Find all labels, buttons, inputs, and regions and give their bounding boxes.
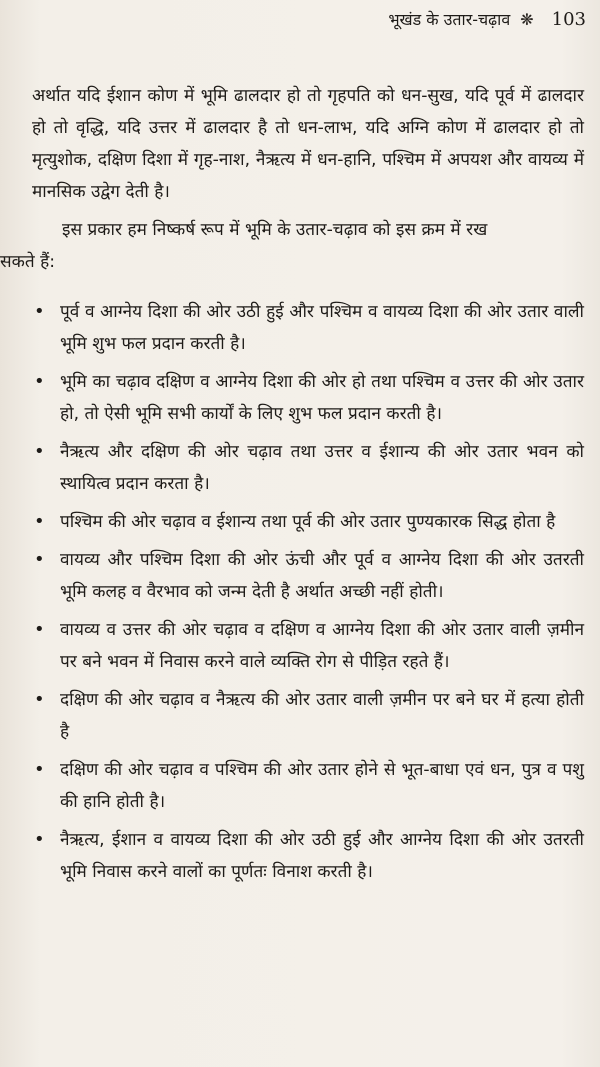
list-item: • भूमि का चढ़ाव दक्षिण व आग्नेय दिशा की ओर हो तथा पश्चिम व उत्तर की ओर उतार हो, तो ऐसी भूमि सभी कार्यों के लिए शुभ फल प्रदान करती है। xyxy=(32,366,584,430)
list-item: • नैऋत्य और दक्षिण की ओर चढ़ाव तथा उत्तर व ईशान्य की ओर उतार भवन को स्थायित्व प्रदान करता है। xyxy=(32,436,584,500)
ornament-icon: ❋ xyxy=(520,9,534,29)
running-title: भूखंड के उतार-चढ़ाव xyxy=(388,10,511,29)
list-item: • दक्षिण की ओर चढ़ाव व नैऋत्य की ओर उतार वाली ज़मीन पर बने घर में हत्या होती है xyxy=(32,684,584,748)
paragraph-2-continuation: सकते हैं: xyxy=(0,252,55,272)
page-body xyxy=(0,80,584,894)
bullet-list xyxy=(32,296,584,888)
paragraph-2: इस प्रकार हम निष्कर्ष रूप में भूमि के उतार-चढ़ाव को इस क्रम में रख xyxy=(62,220,488,240)
list-item: • पश्चिम की ओर चढ़ाव व ईशान्य तथा पूर्व की ओर उतार पुण्यकारक सिद्ध होता है xyxy=(32,506,584,538)
page-number: 103 xyxy=(551,8,586,30)
list-item: • दक्षिण की ओर चढ़ाव व पश्चिम की ओर उतार होने से भूत-बाधा एवं धन, पुत्र व पशु की हानि होती है। xyxy=(32,754,584,818)
paragraph-1: अर्थात यदि ईशान कोण में भूमि ढालदार हो तो गृहपति को धन-सुख, यदि पूर्व में ढालदार हो तो वृद्धि, यदि उत्तर में ढालदार है तो धन-लाभ, यदि अग्नि कोण में ढालदार हो तो मृत्युशोक, दक्षिण दिशा में गृह-नाश, नैऋत्य में धन-हानि, पश्चिम में अपयश और वायव्य में मानसिक उद्वेग देती है। xyxy=(32,86,584,202)
page-header xyxy=(0,8,586,30)
list-item: • वायव्य और पश्चिम दिशा की ओर ऊंची और पूर्व व आग्नेय दिशा की ओर उतरती भूमि कलह व वैरभाव को जन्म देती है अर्थात अच्छी नहीं होती। xyxy=(32,544,584,608)
list-item: • नैऋत्य, ईशान व वायव्य दिशा की ओर उठी हुई और आग्नेय दिशा की ओर उतरती भूमि निवास करने वालों का पूर्णतः विनाश करती है। xyxy=(32,824,584,888)
list-item: • वायव्य व उत्तर की ओर चढ़ाव व दक्षिण व आग्नेय दिशा की ओर उतार वाली ज़मीन पर बने भवन में निवास करने वाले व्यक्ति रोग से पीड़ित रहते हैं। xyxy=(32,614,584,678)
list-item: • पूर्व व आग्नेय दिशा की ओर उठी हुई और पश्चिम व वायव्य दिशा की ओर उतार वाली भूमि शुभ फल प्रदान करती है। xyxy=(32,296,584,360)
